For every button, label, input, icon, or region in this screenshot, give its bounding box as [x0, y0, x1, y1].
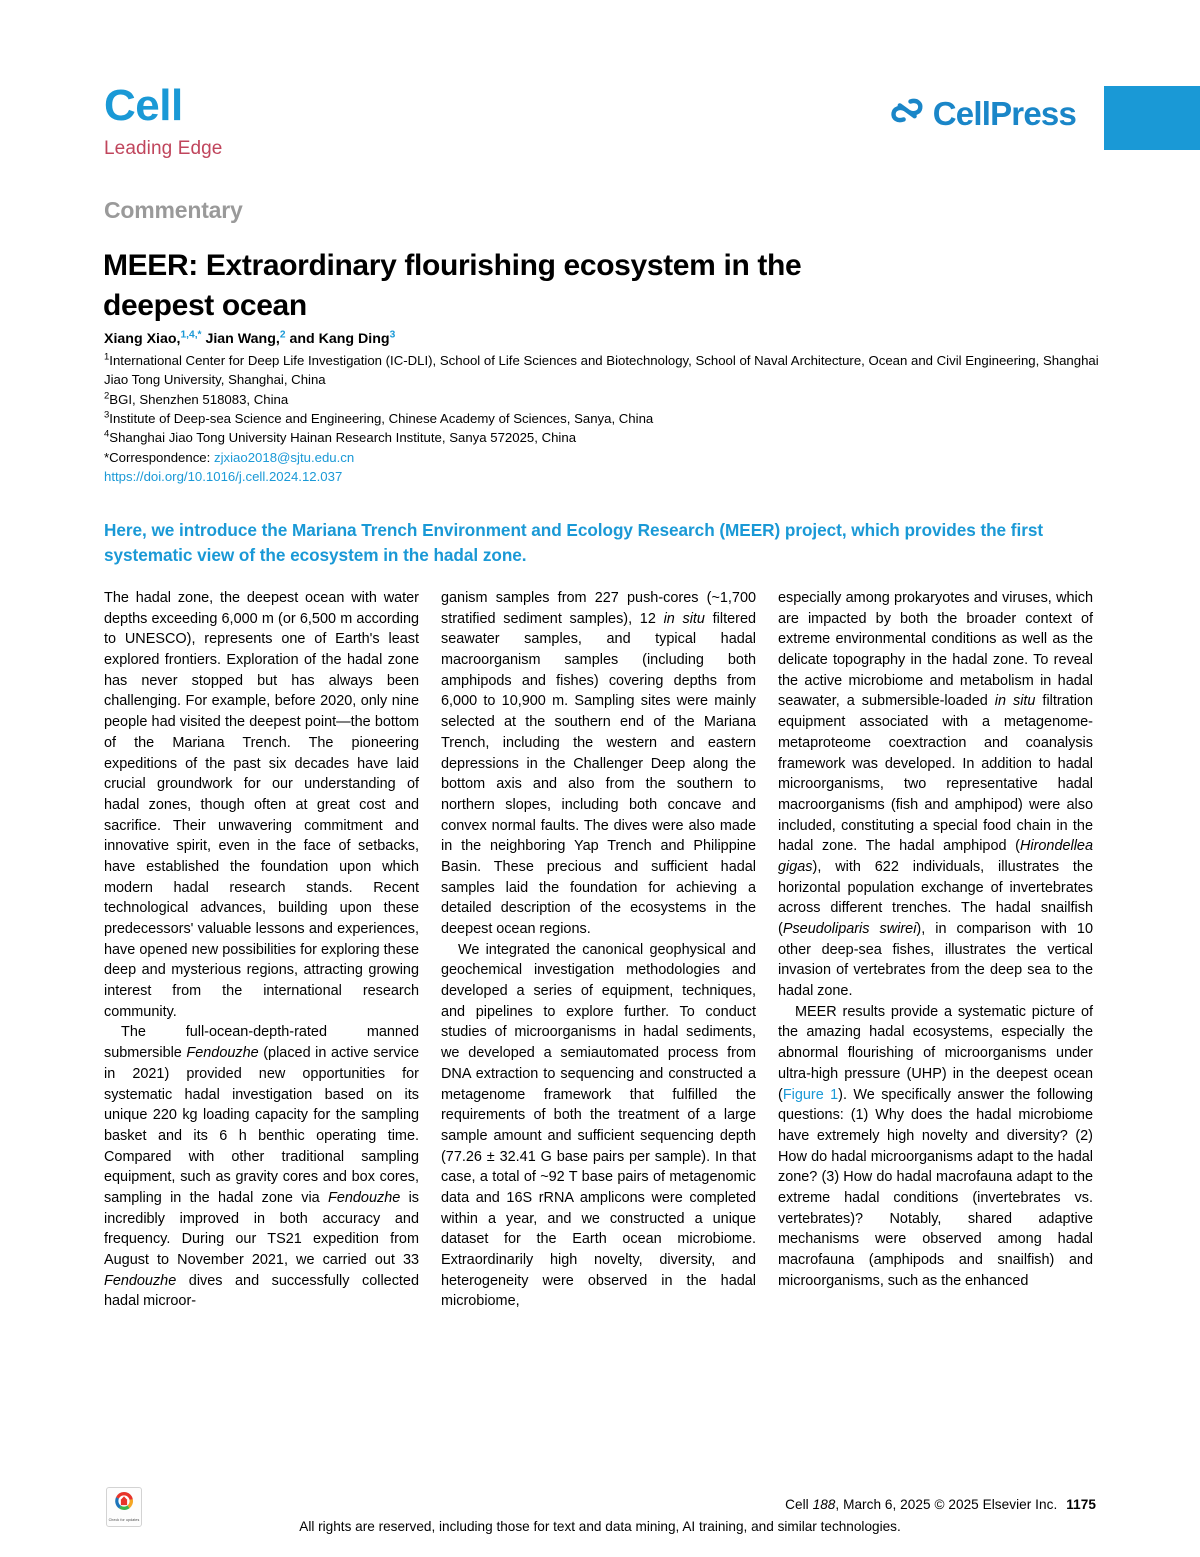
paragraph: The hadal zone, the deepest ocean with water depths exceeding 6,000 m (or 6,500 m according to UNESCO), represents one of Earth's least explored frontiers. Exploration of the hadal zone has never stopped but has always been challenging. For example, before 2020, only nine people had visited the deepest point—the bottom of the Mariana Trench. The pioneering expeditions of the past six decades have laid crucial groundwork for our understanding of hadal zones, though often at great cost and sacrifice. Their unwavering commitment and innovative spirit, even in the face of setbacks, have established the foundation upon which modern hadal research stands. Recent technological advances, building upon these predecessors' valuable lessons and experiences, have opened new possibilities for exploring these deep and mysterious regions, attracting growing interest from the international research community.: [104, 590, 419, 1020]
affiliation-item: $^1$International Center for Deep Life Investigation (IC-DLI), School of Life Sciences and Biotechnology, School of Naval Architecture, Ocean and Civil Engineering, Shanghai Jiao Tong University, Shanghai, China: [104, 351, 1099, 388]
figure-1-link[interactable]: Figure 1: [782, 1086, 839, 1103]
paragraph: The full-ocean-depth-rated manned submersible Fendouzhe (placed in active service in 2021) provided new opportunities for systematic hadal investigation based on its unique 220 kg loading capacity for the sampling basket and its 6 h benthic operating time. Compared with other traditional sampling equipment, such as gravity cores and box cores, sampling in the hadal zone via Fendouzhe is incredibly improved in both accuracy and frequency. During our TS21 expedition from August to November 2021, we carried out 33 Fendouzhe dives and successfully collected hadal microor-: [104, 1024, 420, 1310]
correspondence-email-link[interactable]: zjxiao2018@sjtu.edu.cn: [213, 449, 355, 465]
footer-citation: [0, 1497, 1096, 1512]
citation-rest: , March 6, 2025 © 2025 Elsevier Inc.: [835, 1497, 1058, 1512]
article-teaser: Here, we introduce the Mariana Trench Environment and Ecology Research (MEER) project, which provides the first systematic view of the ecosystem in the hadal zone.: [104, 520, 1044, 566]
body-columns: [104, 588, 1094, 1450]
correspondence-line: [104, 448, 1109, 467]
paragraph: especially among prokaryotes and viruses, which are impacted by both the broader context of extreme environmental conditions as well as the delicate topography in the hadal zone. To reveal the active microbiome and metabolism in hadal seawater, a submersible-loaded in situ filtration equipment associated with a metagenome-metaproteome coextraction and coanalysis framework was developed. In addition to hadal microorganisms, two representative hadal macroorganisms (fish and amphipod) were also included, constituting a special food chain in the hadal zone. The hadal amphipod (Hirondellea gigas), with 622 individuals, illustrates the horizontal population exchange of invertebrates across different trenches. The hadal snailfish (Pseudoliparis swirei), in comparison with 10 other deep-sea fishes, illustrates the vertical invasion of vertebrates from the deep sea to the hadal zone.: [778, 590, 1093, 1000]
paragraph: We integrated the canonical geophysical and geochemical investigation methodologies and developed a series of equipment, techniques, and pipelines to explore further. To conduct studies of microorganisms in hadal sediments, we developed a semiautomated process from DNA extraction to sequencing and constructed a metagenome framework that fulfilled the requirements of both the treatment of a large sample amount and sufficient sequencing depth (77.26 ± 32.41 G base pairs per sample). In that case, a total of ~92 T base pairs of metagenomic data and 16S rRNA amplicons were completed within a year, and we constructed a unique dataset for the Earth ocean microbiome. Extraordinarily high novelty, diversity, and heterogeneity were observed in the hadal microbiome,: [441, 941, 756, 1310]
affiliation-block: [104, 351, 1109, 486]
body-column-3: [778, 588, 1093, 1450]
journal-title: Cell: [104, 81, 183, 130]
correspondence-label: *Correspondence:: [104, 449, 211, 465]
page-title: MEER: Extraordinary flourishing ecosystem in the deepest ocean: [103, 249, 802, 322]
affiliation-item: $^3$Institute of Deep-sea Science and Engineering, Chinese Academy of Sciences, Sanya, China: [104, 409, 654, 426]
cellpress-logo[interactable]: [890, 96, 1076, 131]
header-color-swatch: [1104, 86, 1200, 150]
page-number: 1175: [1066, 1497, 1096, 1512]
paragraph: MEER results provide a systematic picture of the amazing hadal ecosystems, especially the abnormal flourishing of microorganisms under ultra-high pressure (UHP) in the deepest ocean (Figure 1). We specifically answer the following questions: (1) Why does the hadal microbiome have extremely high novelty and diversity? (2) How do hadal microorganisms adapt to the hadal zone? (3) How do hadal macrofauna adapt to the extreme hadal conditions (invertebrates vs. vertebrates)? Notably, shared adaptive mechanisms were observed among hadal macrofauna (amphipods and snailfish) and microorganisms, such as the enhanced: [778, 1003, 1093, 1289]
body-column-2: [441, 588, 756, 1450]
journal-section-label: Leading Edge: [104, 138, 223, 159]
footer-rights: All rights are reserved, including those for text and data mining, AI training, and similar technologies.: [299, 1519, 901, 1534]
author-list: Xiang Xiao,$^{1,4,*}$ Jian Wang,$^2$ and Kang Ding$^3$: [104, 329, 396, 347]
cellpress-link-icon: [890, 96, 924, 131]
citation-journal: Cell: [785, 1497, 813, 1512]
doi-link[interactable]: https://doi.org/10.1016/j.cell.2024.12.037: [104, 468, 343, 484]
cellpress-wordmark: CellPress: [932, 95, 1076, 132]
article-type-label: Commentary: [104, 197, 243, 223]
affiliation-item: $^2$BGI, Shenzhen 518083, China: [104, 390, 289, 407]
paragraph: ganism samples from 227 push-cores (~1,700 stratified sediment samples), 12 in situ filtered seawater samples, and typical hadal macroorganism samples (including both amphipods and fishes) covering depths from 6,000 to 10,900 m. Sampling sites were mainly selected at the southern end of the Mariana Trench, including the western and eastern depressions in the Challenger Deep along the bottom axis and also from the southern to northern slopes, including both concave and convex normal faults. The dives were also made in the neighboring Yap Trench and Philippine Basin. These precious and sufficient hadal samples laid the foundation for achieving a detailed description of the ecosystems in the deepest ocean regions.: [441, 590, 756, 937]
citation-volume: 188: [812, 1497, 836, 1512]
crossmark-label: Check for updates: [108, 1518, 140, 1522]
affiliation-item: $^4$Shanghai Jiao Tong University Hainan Research Institute, Sanya 572025, China: [104, 428, 577, 446]
body-column-1: [104, 588, 419, 1450]
